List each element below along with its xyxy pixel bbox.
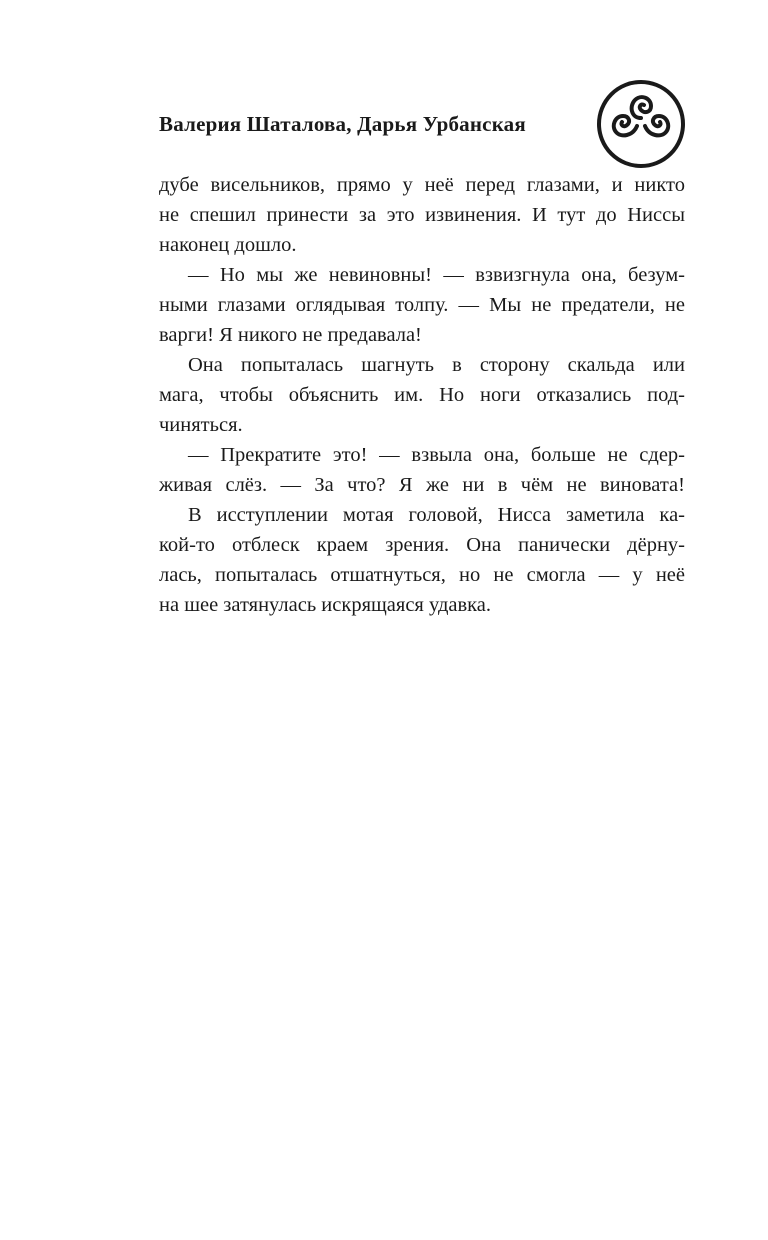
paragraph-1: [159, 170, 685, 260]
text-line: дубе висельников, прямо у неё перед глазами, и никто: [159, 174, 685, 196]
body-text: [159, 170, 685, 620]
text-line: — Прекратите это! — взвыла она, больше не сдер-: [188, 444, 685, 466]
paragraph-2: [159, 260, 685, 350]
text-line: варги! Я никого не предавала!: [159, 324, 422, 346]
text-line: лась, попыталась отшатнуться, но не смогла — у неё: [159, 564, 685, 586]
text-line: мага, чтобы объяснить им. Но ноги отказались под-: [159, 384, 685, 406]
text-line: не спешил принести за это извинения. И тут до Ниссы: [159, 204, 685, 226]
text-line: живая слёз. — За что? Я же ни в чём не виновата!: [159, 474, 685, 496]
text-line: Она попыталась шагнуть в сторону скальда или: [188, 354, 685, 376]
text-line: кой-то отблеск краем зрения. Она панически дёрну-: [159, 534, 685, 556]
text-line: чиняться.: [159, 414, 243, 436]
text-line: наконец дошло.: [159, 234, 297, 256]
triskelion-icon: [595, 78, 687, 170]
text-line: ными глазами оглядывая толпу. — Мы не предатели, не: [159, 294, 685, 316]
text-line: на шее затянулась искрящаяся удавка.: [159, 594, 492, 616]
paragraph-5: [159, 500, 685, 620]
text-line: В исступлении мотая головой, Нисса заметила ка-: [188, 504, 685, 526]
running-header-authors: Валерия Шаталова, Дарья Урбанская: [159, 112, 526, 136]
text-line: — Но мы же невиновны! — взвизгнула она, безум-: [188, 264, 685, 286]
paragraph-4: [159, 440, 685, 500]
paragraph-3: [159, 350, 685, 440]
